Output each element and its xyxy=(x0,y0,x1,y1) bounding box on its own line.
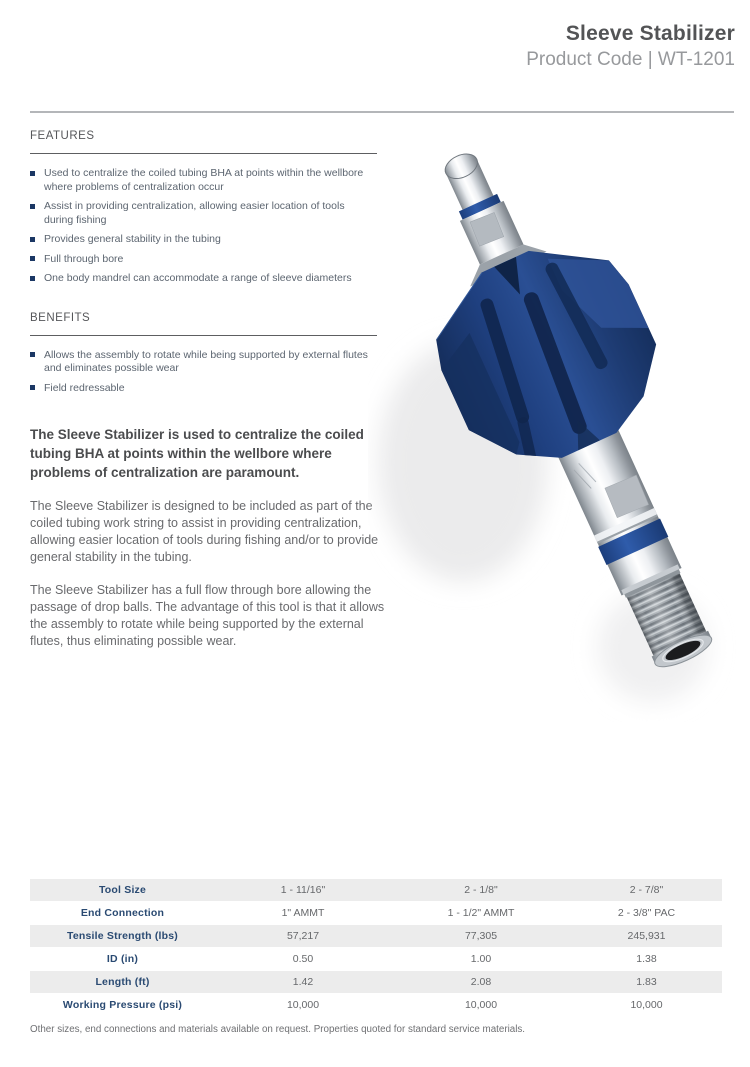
header-divider xyxy=(30,111,734,113)
spec-value: 2 - 3/8" PAC xyxy=(617,907,676,919)
product-code: Product Code | WT-1201 xyxy=(526,49,735,70)
footnote: Other sizes, end connections and materials available on request. Properties quoted for standard service materials. xyxy=(30,1024,526,1035)
table-row xyxy=(30,971,722,993)
bullet-square-icon xyxy=(30,276,35,281)
spec-label: End Connection xyxy=(80,907,165,919)
spec-value: 1.83 xyxy=(636,976,657,988)
body-paragraph: The Sleeve Stabilizer is designed to be included as part of the coiled tubing work string to assist in providing centralization, allowing easier location of tools during fishing and/or to provide general stability in the tubing. xyxy=(30,499,379,564)
list-item xyxy=(30,272,370,286)
spec-label: Length (ft) xyxy=(95,976,150,988)
spec-table xyxy=(30,879,722,1017)
list-item xyxy=(30,167,370,194)
header xyxy=(526,22,735,71)
product-photo xyxy=(368,122,740,722)
spec-label: ID (in) xyxy=(106,953,139,965)
bullet-square-icon xyxy=(30,256,35,261)
spec-value: 2 - 1/8" xyxy=(464,884,498,896)
spec-value: 2.08 xyxy=(470,976,492,988)
features-list xyxy=(30,167,394,286)
list-item xyxy=(30,349,370,376)
lead-paragraph: The Sleeve Stabilizer is used to centralize the coiled tubing BHA at points within the wellbore where problems of centralization are paramount. xyxy=(30,427,364,480)
spec-value: 1 - 1/2" AMMT xyxy=(447,907,515,919)
list-item-text: Provides general stability in the tubing xyxy=(44,233,221,245)
bullet-square-icon xyxy=(30,352,35,357)
table-row xyxy=(30,948,722,970)
list-item-text: Used to centralize the coiled tubing BHA at points within the wellbore where problems of centralization occur xyxy=(44,167,364,193)
bullet-square-icon xyxy=(30,237,35,242)
spec-value: 1.00 xyxy=(470,953,492,965)
content-column xyxy=(30,130,394,650)
benefits-heading: BENEFITS xyxy=(30,312,377,336)
bullet-square-icon xyxy=(30,385,35,390)
list-item-text: Allows the assembly to rotate while being supported by external flutes and eliminates possible wear xyxy=(44,348,368,374)
spec-value: 2 - 7/8" xyxy=(629,884,664,896)
spec-label: Tensile Strength (lbs) xyxy=(67,930,178,942)
spec-value: 1 - 11/16" xyxy=(280,884,326,896)
spec-value: 77,305 xyxy=(464,930,498,942)
table-row xyxy=(30,925,722,947)
spec-value: 10,000 xyxy=(630,999,663,1011)
spec-value: 1" AMMT xyxy=(281,907,325,919)
list-item-text: Assist in providing centralization, allowing easier location of tools during fishing xyxy=(44,200,345,226)
page-title: Sleeve Stabilizer xyxy=(565,22,735,45)
spec-label: Working Pressure (psi) xyxy=(62,999,183,1011)
list-item-text: Field redressable xyxy=(44,381,125,394)
list-item xyxy=(30,200,370,227)
spec-value: 10,000 xyxy=(286,999,320,1011)
bullet-square-icon xyxy=(30,171,35,176)
list-item xyxy=(30,382,370,396)
spec-value: 57,217 xyxy=(286,930,320,942)
spec-value: 0.50 xyxy=(292,953,314,965)
body-paragraph: The Sleeve Stabilizer has a full flow through bore allowing the passage of drop balls. The advantage of this tool is that it allows the assembly to rotate while being supported by the external flutes, thus eliminating possible wear. xyxy=(30,583,385,648)
list-item-text: Full through bore xyxy=(44,252,124,265)
list-item xyxy=(30,253,370,267)
table-row xyxy=(30,994,722,1016)
spec-value: 245,931 xyxy=(627,930,666,942)
spec-value: 1.42 xyxy=(292,976,314,988)
spec-label: Tool Size xyxy=(98,884,147,896)
list-item-text: One body mandrel can accommodate a range of sleeve diameters xyxy=(44,272,352,284)
bullet-square-icon xyxy=(30,204,35,209)
table-row xyxy=(30,902,722,924)
benefits-list xyxy=(30,349,394,396)
features-heading: FEATURES xyxy=(30,130,377,154)
list-item xyxy=(30,233,370,247)
sleeve-stabilizer-illustration xyxy=(368,122,740,722)
spec-value: 10,000 xyxy=(464,999,498,1011)
table-row xyxy=(30,879,722,901)
spec-value: 1.38 xyxy=(636,953,657,965)
